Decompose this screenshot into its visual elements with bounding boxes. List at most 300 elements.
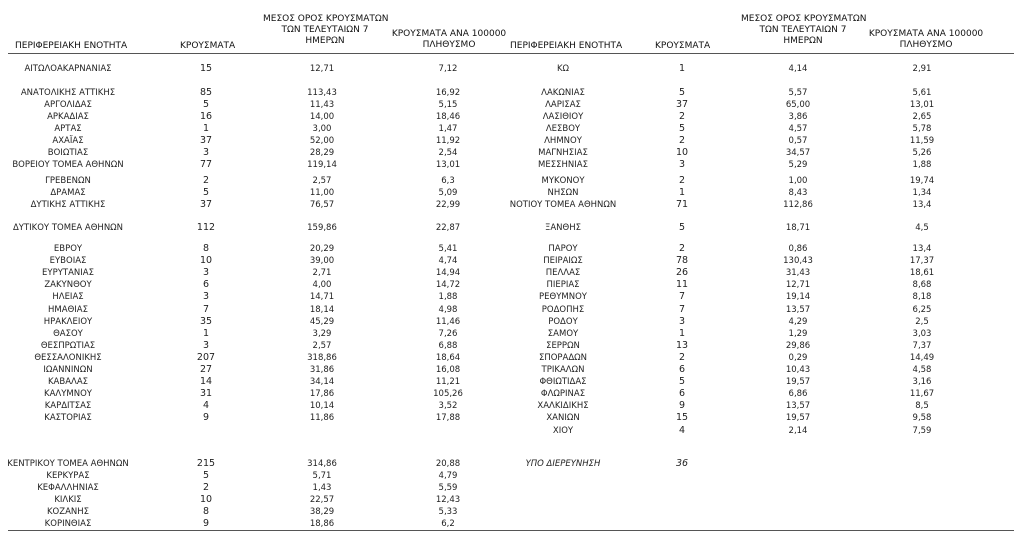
cell-per100k: 4,98	[438, 304, 458, 315]
cell-per100k: 5,09	[438, 188, 458, 198]
cell-avg: 39,00	[309, 256, 335, 267]
table-row	[0, 111, 1024, 123]
table-row	[0, 291, 1024, 303]
cell-region: ΕΥΡΥΤΑΝΙΑΣ	[42, 268, 94, 279]
header-avg-line1: ΜΕΣΟΣ ΟΡΟΣ ΚΡΟΥΣΜΑΤΩΝ	[263, 14, 389, 24]
cell-cases: 26	[675, 267, 689, 279]
cell-cases: 16	[199, 111, 213, 122]
cell-region: ΒΟΙΩΤΙΑΣ	[47, 148, 89, 158]
cell-region: ΛΑΚΩΝΙΑΣ	[541, 88, 585, 98]
header-region-left: ΠΕΡΙΦΕΡΕΙΑΚΗ ΕΝΟΤΗΤΑ	[15, 41, 128, 51]
table-row	[0, 388, 1024, 400]
cell-region: ΑΝΑΤΟΛΙΚΗΣ ΑΤΤΙΚΗΣ	[20, 88, 116, 98]
table-row	[0, 458, 1024, 470]
cell-avg: 14,00	[309, 112, 335, 122]
cell-avg: 52,00	[309, 136, 335, 146]
cell-cases: 2	[678, 135, 686, 146]
cell-per100k: 2,65	[912, 112, 932, 122]
cell-per100k: 17,37	[909, 256, 935, 267]
header-avg-line3: ΗΜΕΡΩΝ	[783, 36, 823, 46]
header-region-right: ΠΕΡΙΦΕΡΕΙΑΚΗ ΕΝΟΤΗΤΑ	[510, 41, 623, 51]
cell-per100k: 6,88	[438, 340, 458, 351]
cell-cases: 14	[199, 376, 213, 388]
cell-cases: 1	[202, 327, 210, 339]
cell-region: ΒΟΡΕΙΟΥ ΤΟΜΕΑ ΑΘΗΝΩΝ	[12, 160, 124, 170]
cell-per100k: 16,92	[435, 88, 461, 98]
table-row	[0, 470, 1024, 482]
cell-avg: 6,86	[788, 389, 808, 400]
cell-avg: 4,00	[312, 280, 332, 291]
cell-avg: 10,14	[309, 401, 335, 412]
cell-region: ΑΡΚΑΔΙΑΣ	[47, 112, 89, 122]
header-per100k-line2: ΠΛΗΘΥΣΜΟ	[899, 40, 953, 50]
cell-cases: 71	[675, 199, 689, 210]
cell-avg: 5,29	[788, 160, 808, 170]
cell-region: ΣΕΡΡΩΝ	[546, 340, 580, 351]
cell-region: ΑΧΑΪΑΣ	[52, 136, 84, 146]
cell-cases: 7	[678, 303, 686, 315]
cell-avg: 3,86	[788, 112, 808, 122]
table-row	[0, 340, 1024, 352]
cell-region: ΝΟΤΙΟΥ ΤΟΜΕΑ ΑΘΗΝΩΝ	[509, 200, 617, 210]
cell-cases: 9	[202, 412, 210, 424]
table-row	[0, 364, 1024, 376]
cell-per100k: 22,87	[435, 223, 461, 233]
cell-per100k: 18,61	[909, 268, 935, 279]
header-avg-line2: ΤΩΝ ΤΕΛΕΥΤΑΙΩΝ 7	[281, 25, 369, 35]
cell-avg: 4,57	[788, 124, 808, 134]
cell-per100k: 18,46	[435, 112, 461, 122]
cell-avg: 130,43	[783, 256, 813, 267]
cell-avg: 119,14	[307, 160, 337, 170]
table-row	[0, 494, 1024, 506]
cell-per100k: 4,58	[912, 365, 932, 375]
cell-per100k: 14,94	[435, 268, 461, 279]
table-row	[0, 123, 1024, 135]
cell-region: ΞΑΝΘΗΣ	[545, 223, 581, 233]
table-row	[0, 63, 1024, 75]
table-row	[0, 316, 1024, 328]
table-row	[0, 187, 1024, 199]
cell-avg: 2,57	[312, 340, 332, 351]
cell-cases: 15	[675, 412, 689, 424]
cell-region: ΜΥΚΟΝΟΥ	[541, 176, 585, 186]
cell-avg: 18,71	[785, 223, 811, 233]
cell-per100k: 6,25	[912, 304, 932, 315]
table-row	[0, 482, 1024, 494]
cell-avg: 3,29	[312, 328, 332, 339]
cell-per100k: 6,3	[441, 176, 455, 186]
table-row	[0, 147, 1024, 159]
cell-region: ΤΡΙΚΑΛΩΝ	[541, 365, 585, 375]
cell-per100k: 22,99	[435, 200, 461, 210]
header-avg-line2: ΤΩΝ ΤΕΛΕΥΤΑΙΩΝ 7	[759, 25, 847, 35]
cell-cases: 9	[202, 518, 210, 529]
cell-region: ΖΑΚΥΝΘΟΥ	[44, 280, 92, 291]
cell-cases: 5	[202, 99, 210, 110]
cell-avg: 11,00	[309, 188, 335, 198]
cell-region: ΛΗΜΝΟΥ	[544, 136, 582, 146]
cell-per100k: 1,34	[912, 188, 932, 198]
cell-per100k: 1,47	[438, 124, 458, 134]
table-row	[0, 279, 1024, 291]
header-avg-line1: ΜΕΣΟΣ ΟΡΟΣ ΚΡΟΥΣΜΑΤΩΝ	[741, 14, 867, 24]
cell-avg: 0,29	[788, 352, 808, 363]
cell-cases: 37	[675, 99, 689, 110]
cell-avg: 34,14	[309, 377, 335, 388]
cell-avg: 11,86	[309, 413, 335, 424]
cell-avg: 0,57	[788, 136, 808, 146]
table-row	[0, 159, 1024, 171]
cell-per100k: 5,15	[438, 100, 458, 110]
cell-region: ΛΑΣΙΘΙΟΥ	[542, 112, 584, 122]
cell-cases: 3	[202, 291, 210, 303]
cell-per100k: 9,58	[912, 413, 932, 424]
cell-cases: 215	[196, 458, 216, 469]
table-row	[0, 412, 1024, 424]
table-row	[0, 243, 1024, 255]
cell-avg: 34,57	[785, 148, 811, 158]
cell-avg: 8,43	[788, 188, 808, 198]
cell-per100k: 7,37	[912, 340, 932, 351]
cell-per100k: 5,78	[912, 124, 932, 134]
cell-cases: 13	[675, 339, 689, 351]
cell-per100k: 13,01	[909, 100, 935, 110]
cell-region: ΑΡΓΟΛΙΔΑΣ	[44, 100, 92, 110]
cell-region: ΔΡΑΜΑΣ	[50, 188, 86, 198]
cell-avg: 11,43	[309, 100, 335, 110]
cell-avg: 17,86	[309, 389, 335, 400]
cell-avg: 19,57	[785, 377, 811, 388]
cell-per100k: 11,21	[435, 377, 461, 388]
cell-per100k: 11,67	[909, 389, 935, 400]
cell-region: ΘΕΣΠΡΩΤΙΑΣ	[40, 340, 96, 351]
cell-avg: 12,71	[785, 280, 811, 291]
cell-cases: 3	[678, 315, 686, 327]
cell-cases: 2	[202, 482, 210, 493]
cell-per100k: 16,08	[435, 365, 461, 375]
cell-cases: 8	[202, 243, 210, 254]
cell-cases: 5	[678, 222, 686, 233]
cell-cases: 6	[678, 364, 686, 375]
cell-per100k: 19,74	[909, 176, 935, 186]
cell-region: ΚΑΣΤΟΡΙΑΣ	[44, 413, 92, 424]
table-row	[0, 352, 1024, 364]
cell-cases: 5	[678, 123, 686, 134]
cell-avg: 65,00	[785, 100, 811, 110]
cell-per100k: 17,88	[435, 413, 461, 424]
cell-cases: 5	[202, 187, 210, 198]
header-per100k-left	[386, 29, 512, 51]
cell-region: ΝΗΣΩΝ	[547, 188, 579, 198]
cell-region: ΓΡΕΒΕΝΩΝ	[45, 176, 91, 186]
cell-cases: 10	[675, 147, 689, 158]
cell-per100k: 14,49	[909, 352, 935, 363]
cell-per100k: 5,59	[438, 483, 458, 493]
table-row	[0, 328, 1024, 340]
cell-cases: 6	[202, 279, 210, 291]
cell-region: ΠΑΡΟΥ	[548, 244, 578, 254]
cell-avg: 5,57	[788, 88, 808, 98]
cell-region: ΚΙΛΚΙΣ	[54, 495, 82, 505]
header-avg-line3: ΗΜΕΡΩΝ	[305, 36, 345, 46]
header-per100k-right	[863, 29, 989, 51]
cell-avg: 31,43	[785, 268, 811, 279]
cell-avg: 4,14	[788, 64, 808, 74]
cell-per100k: 5,61	[912, 88, 932, 98]
cell-avg: 18,86	[309, 519, 335, 529]
cell-cases: 36	[675, 458, 689, 469]
cell-cases: 207	[196, 351, 216, 363]
cell-cases: 37	[199, 135, 213, 146]
cell-per100k: 8,68	[912, 280, 932, 291]
cell-per100k: 11,59	[909, 136, 935, 146]
cell-region: ΘΑΣΟΥ	[53, 328, 83, 339]
cell-region: ΕΥΒΟΙΑΣ	[49, 256, 87, 267]
cell-per100k: 11,92	[435, 136, 461, 146]
cell-per100k: 3,52	[438, 401, 458, 412]
cell-cases: 6	[678, 388, 686, 400]
cell-region: ΑΡΤΑΣ	[54, 124, 82, 134]
cell-per100k: 13,01	[435, 160, 461, 170]
table-row	[0, 199, 1024, 211]
cell-avg: 0,86	[788, 244, 808, 254]
cell-avg: 31,86	[309, 365, 335, 375]
cell-per100k: 11,46	[435, 316, 461, 327]
cell-region: ΦΘΙΩΤΙΔΑΣ	[539, 377, 587, 388]
table-row	[0, 400, 1024, 412]
cell-region: ΠΕΙΡΑΙΩΣ	[543, 256, 583, 267]
cell-avg: 5,71	[312, 471, 332, 481]
cell-avg: 1,29	[788, 328, 808, 339]
cell-cases: 2	[202, 175, 210, 186]
cell-region: ΑΙΤΩΛΟΑΚΑΡΝΑΝΙΑΣ	[24, 64, 112, 74]
cell-region: ΚΑΡΔΙΤΣΑΣ	[44, 401, 92, 412]
cell-avg: 38,29	[309, 507, 335, 517]
table-row	[0, 99, 1024, 111]
cell-per100k: 105,26	[433, 389, 463, 400]
cell-avg: 1,00	[788, 176, 808, 186]
cell-cases: 85	[199, 87, 213, 98]
cell-cases: 15	[199, 63, 213, 74]
cell-avg: 13,57	[785, 401, 811, 412]
cell-region: ΚΕΝΤΡΙΚΟΥ ΤΟΜΕΑ ΑΘΗΝΩΝ	[7, 459, 129, 469]
cell-cases: 2	[678, 243, 686, 254]
cell-cases: 9	[678, 400, 686, 412]
cell-avg: 1,43	[312, 483, 332, 493]
cell-region: ΘΕΣΣΑΛΟΝΙΚΗΣ	[34, 352, 102, 363]
cell-per100k: 5,33	[438, 507, 458, 517]
cell-avg: 318,86	[307, 352, 337, 363]
cell-region: ΔΥΤΙΚΟΥ ΤΟΜΕΑ ΑΘΗΝΩΝ	[12, 223, 124, 233]
cell-region: ΗΜΑΘΙΑΣ	[48, 304, 88, 315]
table-row	[0, 267, 1024, 279]
cell-cases: 1	[678, 63, 686, 74]
cell-region: ΚΟΖΑΝΗΣ	[46, 507, 90, 517]
cell-avg: 22,57	[309, 495, 335, 505]
cell-per100k: 2,5	[915, 316, 929, 327]
cell-region: ΜΑΓΝΗΣΙΑΣ	[538, 148, 588, 158]
cell-region: ΔΥΤΙΚΗΣ ΑΤΤΙΚΗΣ	[30, 200, 106, 210]
cell-per100k: 7,12	[438, 64, 458, 74]
cell-avg: 19,57	[785, 413, 811, 424]
cell-per100k: 5,41	[438, 244, 458, 254]
cell-per100k: 4,5	[915, 223, 929, 233]
cell-per100k: 6,2	[441, 519, 455, 529]
cell-avg: 113,43	[307, 88, 337, 98]
header-per100k-line1: ΚΡΟΥΣΜΑΤΑ ΑΝΑ 100000	[391, 29, 507, 39]
header-rule	[8, 53, 1014, 54]
cell-cases: 4	[678, 424, 686, 436]
cell-cases: 2	[678, 175, 686, 186]
cell-cases: 5	[678, 87, 686, 98]
cell-cases: 8	[202, 506, 210, 517]
cell-region: ΠΙΕΡΙΑΣ	[546, 280, 580, 291]
cell-cases: 5	[202, 470, 210, 481]
cell-cases: 27	[199, 364, 213, 375]
cell-cases: 3	[202, 339, 210, 351]
header-cases-left: ΚΡΟΥΣΜΑΤΑ	[180, 41, 236, 51]
cell-cases: 10	[199, 494, 213, 505]
table-row	[0, 304, 1024, 316]
cell-per100k: 14,72	[435, 280, 461, 291]
cell-per100k: 2,91	[912, 64, 932, 74]
cell-region: ΕΒΡΟΥ	[53, 244, 83, 254]
cell-region: ΧΑΛΚΙΔΙΚΗΣ	[537, 401, 589, 412]
cell-region: ΗΛΕΙΑΣ	[52, 292, 84, 303]
cell-avg: 14,71	[309, 292, 335, 303]
cell-per100k: 7,59	[912, 425, 932, 436]
table-row	[0, 222, 1024, 234]
table-row	[0, 506, 1024, 518]
cell-cases: 35	[199, 315, 213, 327]
cell-avg: 20,29	[309, 244, 335, 254]
cell-cases: 112	[196, 222, 216, 233]
cell-region: ΥΠΟ ΔΙΕΡΕΥΝΗΣΗ	[525, 459, 601, 469]
cell-cases: 10	[199, 255, 213, 267]
cell-per100k: 7,26	[438, 328, 458, 339]
header-per100k-line2: ΠΛΗΘΥΣΜΟ	[422, 40, 476, 50]
cell-region: ΗΡΑΚΛΕΙΟΥ	[43, 316, 93, 327]
cell-avg: 314,86	[307, 459, 337, 469]
cell-per100k: 3,03	[912, 328, 932, 339]
cell-per100k: 8,5	[915, 401, 929, 412]
cell-per100k: 13,4	[912, 244, 932, 254]
cell-avg: 112,86	[783, 200, 813, 210]
header-cases-right: ΚΡΟΥΣΜΑΤΑ	[655, 41, 711, 51]
cell-per100k: 5,26	[912, 148, 932, 158]
cell-cases: 4	[202, 400, 210, 412]
cell-cases: 1	[678, 187, 686, 198]
cell-region: ΚΕΡΚΥΡΑΣ	[46, 471, 90, 481]
cell-per100k: 13,4	[912, 200, 932, 210]
cell-region: ΡΕΘΥΜΝΟΥ	[539, 292, 587, 303]
cell-per100k: 1,88	[438, 292, 458, 303]
cell-cases: 1	[678, 327, 686, 339]
cell-avg: 10,43	[785, 365, 811, 375]
cell-per100k: 4,79	[438, 471, 458, 481]
cell-cases: 77	[199, 159, 213, 170]
cell-per100k: 2,54	[438, 148, 458, 158]
cell-cases: 2	[678, 351, 686, 363]
header-avg-left	[263, 14, 387, 47]
cell-region: ΧΙΟΥ	[552, 425, 574, 436]
cell-region: ΚΑΒΑΛΑΣ	[47, 377, 89, 388]
cell-avg: 45,29	[309, 316, 335, 327]
cell-cases: 1	[202, 123, 210, 134]
cell-avg: 13,57	[785, 304, 811, 315]
cell-avg: 19,14	[785, 292, 811, 303]
cell-avg: 3,00	[312, 124, 332, 134]
cell-region: ΣΠΟΡΑΔΩΝ	[538, 352, 588, 363]
header-per100k-line1: ΚΡΟΥΣΜΑΤΑ ΑΝΑ 100000	[868, 29, 984, 39]
cell-per100k: 1,88	[912, 160, 932, 170]
cell-per100k: 20,88	[435, 459, 461, 469]
cell-region: ΡΟΔΟΥ	[548, 316, 578, 327]
cell-region: ΚΩ	[556, 64, 570, 74]
table-row	[0, 255, 1024, 267]
cell-cases: 2	[678, 111, 686, 122]
cell-region: ΚΟΡΙΝΘΙΑΣ	[44, 519, 92, 529]
cell-avg: 18,14	[309, 304, 335, 315]
cell-cases: 11	[675, 279, 689, 291]
cell-per100k: 8,18	[912, 292, 932, 303]
cell-per100k: 4,74	[438, 256, 458, 267]
cell-region: ΚΑΛΥΜΝΟΥ	[44, 389, 92, 400]
cell-cases: 31	[199, 388, 213, 400]
cell-region: ΣΑΜΟΥ	[547, 328, 579, 339]
cell-cases: 78	[675, 255, 689, 267]
cell-region: ΡΟΔΟΠΗΣ	[541, 304, 585, 315]
table-row	[0, 175, 1024, 187]
cell-region: ΚΕΦΑΛΛΗΝΙΑΣ	[37, 483, 99, 493]
cell-cases: 7	[678, 291, 686, 303]
cell-region: ΦΛΩΡΙΝΑΣ	[540, 389, 586, 400]
cell-avg: 2,14	[788, 425, 808, 436]
cell-cases: 37	[199, 199, 213, 210]
cell-avg: 28,29	[309, 148, 335, 158]
cell-avg: 76,57	[309, 200, 335, 210]
cell-per100k: 12,43	[435, 495, 461, 505]
header-avg-right	[741, 14, 865, 47]
cell-avg: 12,71	[309, 64, 335, 74]
cell-avg: 159,86	[307, 223, 337, 233]
cell-per100k: 18,64	[435, 352, 461, 363]
cell-avg: 29,86	[785, 340, 811, 351]
table-row	[0, 135, 1024, 147]
cell-region: ΧΑΝΙΩΝ	[546, 413, 580, 424]
cell-cases: 3	[678, 159, 686, 170]
cell-region: ΠΕΛΛΑΣ	[545, 268, 581, 279]
cell-avg: 2,71	[312, 268, 332, 279]
cell-cases: 5	[678, 376, 686, 388]
cell-avg: 4,29	[788, 316, 808, 327]
table-row	[0, 518, 1024, 530]
bottom-rule	[8, 530, 1014, 531]
cell-region: ΛΕΣΒΟΥ	[545, 124, 581, 134]
cell-per100k: 3,16	[912, 377, 932, 388]
cell-cases: 7	[202, 303, 210, 315]
table-row	[0, 87, 1024, 99]
cell-region: ΙΩΑΝΝΙΝΩΝ	[43, 365, 93, 375]
cell-region: ΜΕΣΣΗΝΙΑΣ	[538, 160, 588, 170]
table-row	[0, 425, 1024, 437]
cell-region: ΛΑΡΙΣΑΣ	[545, 100, 581, 110]
cell-cases: 3	[202, 147, 210, 158]
cell-cases: 3	[202, 267, 210, 279]
cell-avg: 2,57	[312, 176, 332, 186]
table-row	[0, 376, 1024, 388]
